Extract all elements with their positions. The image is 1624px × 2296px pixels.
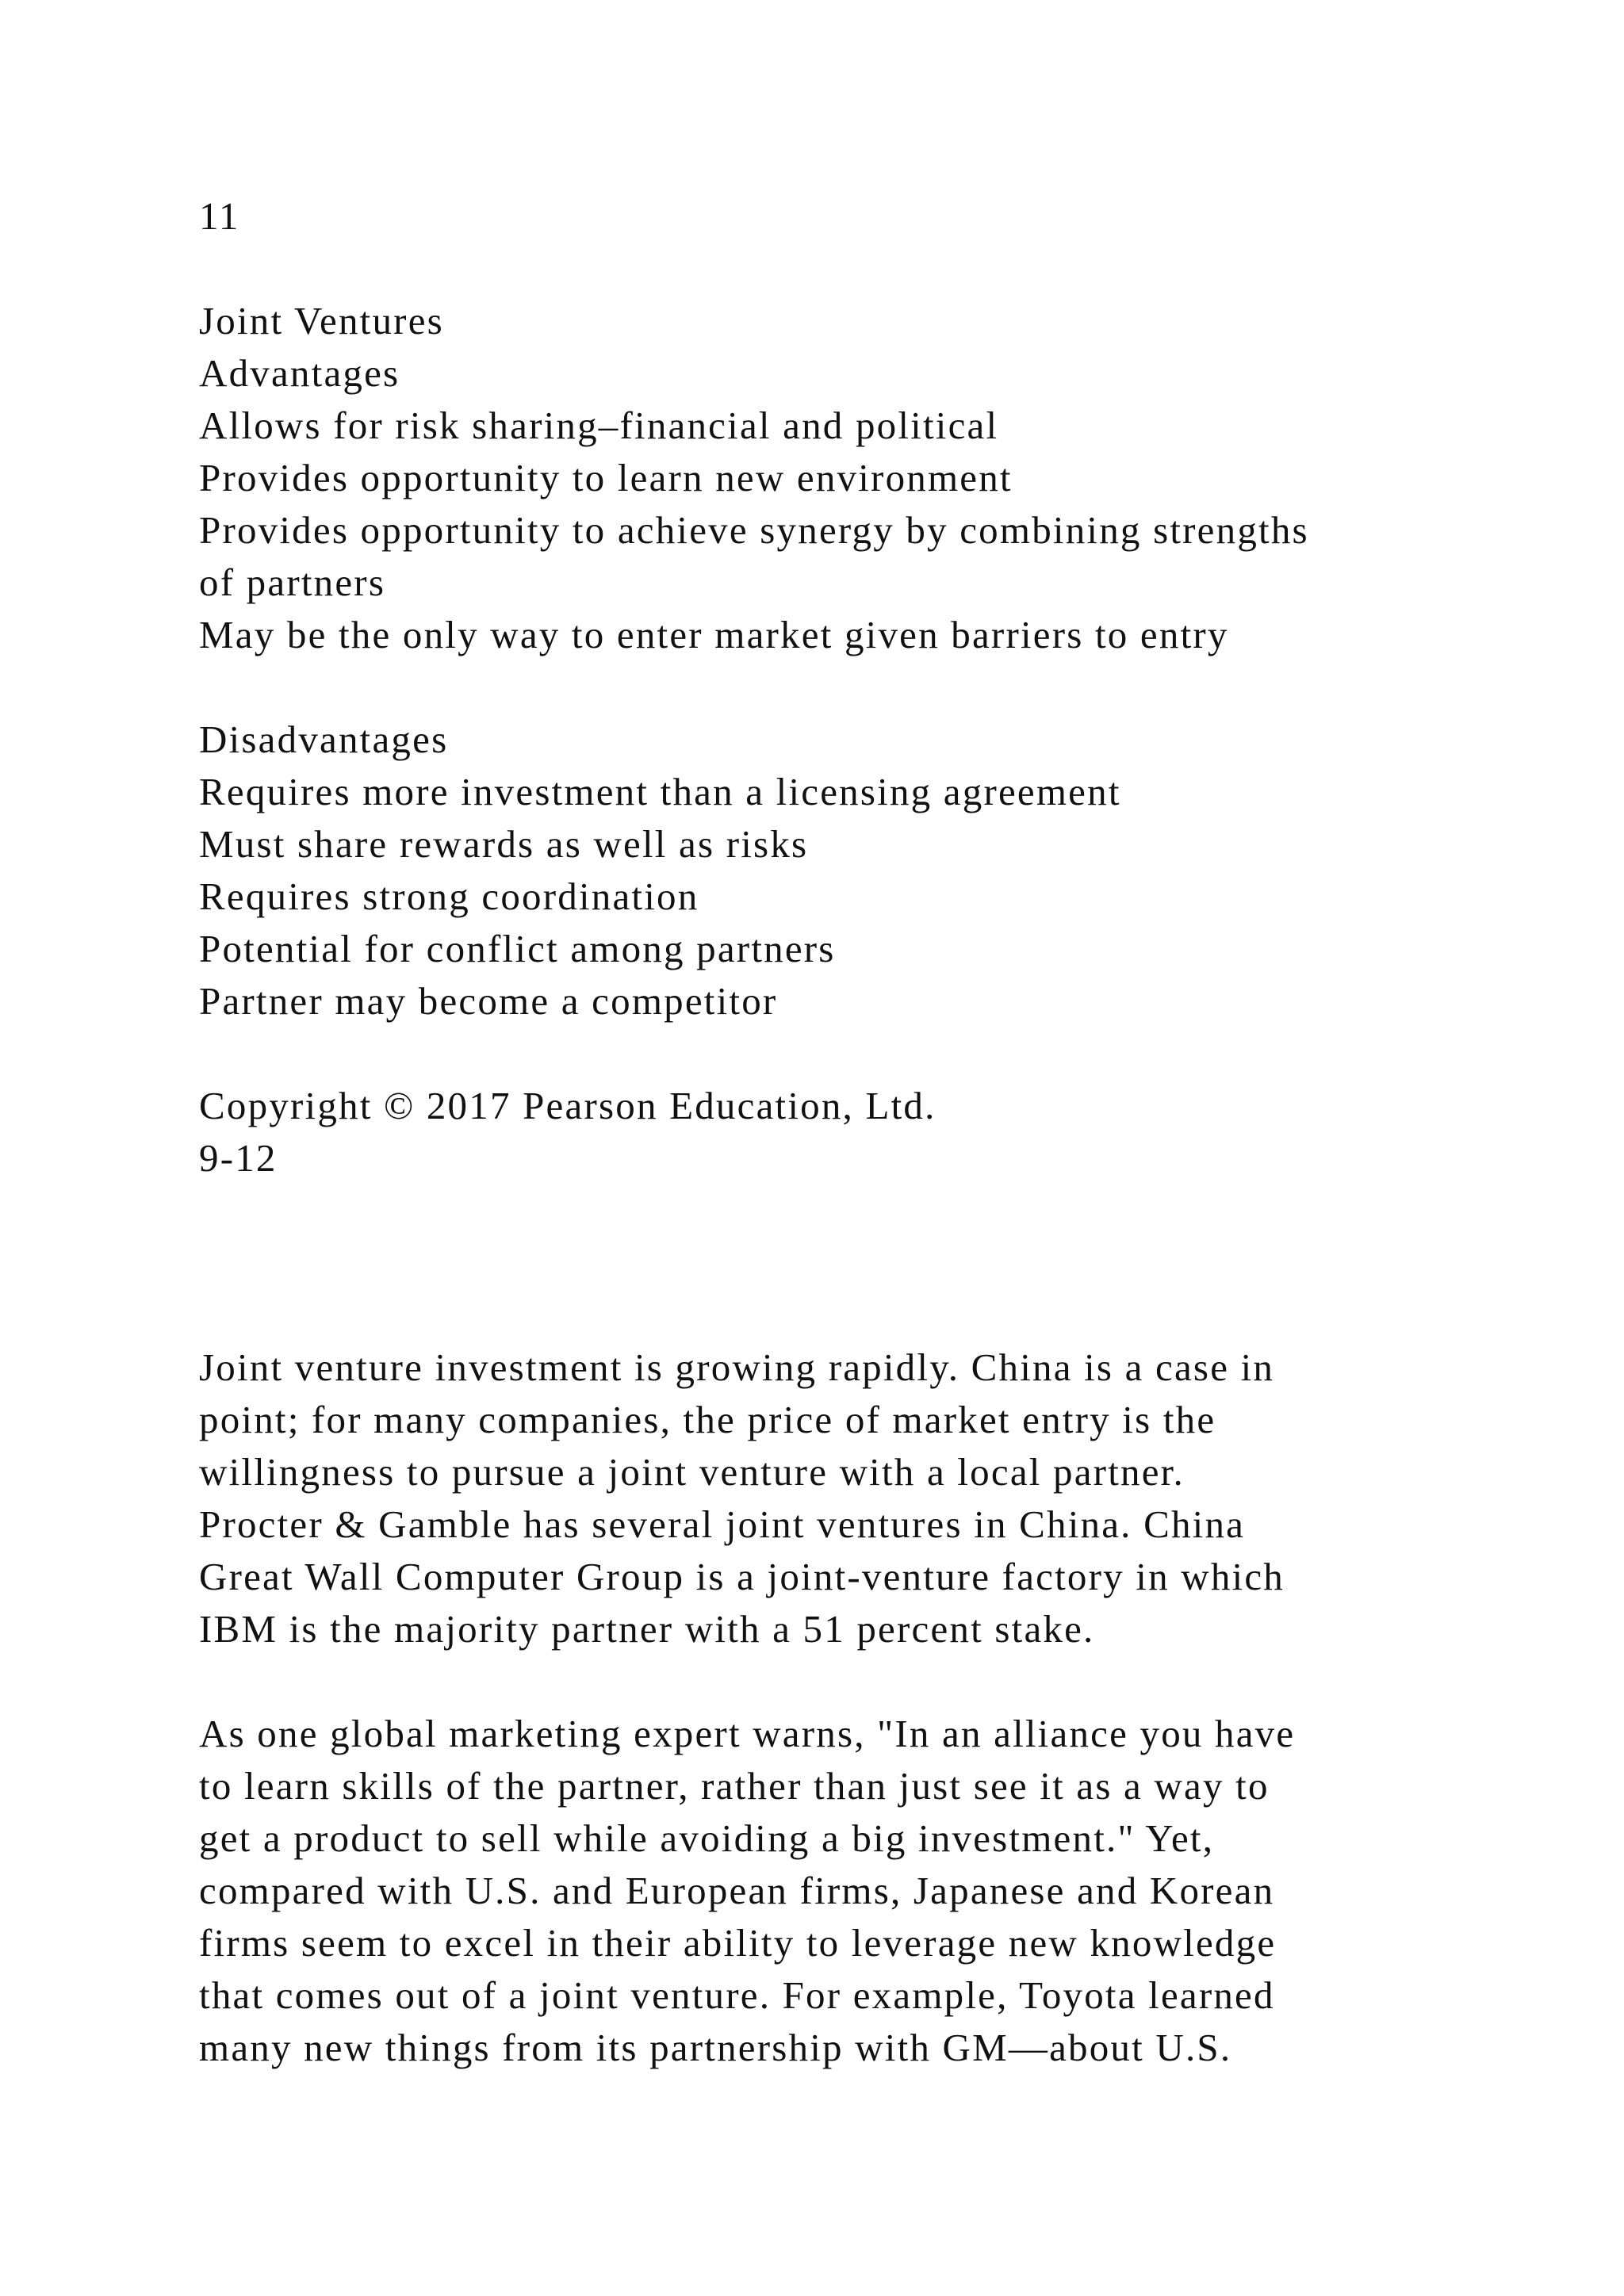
advantage-item: Provides opportunity to achieve synergy by combining strengths (199, 508, 1309, 552)
disadvantage-item: Requires more investment than a licensing agreement (199, 770, 1121, 813)
spacer (199, 661, 1507, 714)
notes-line: Great Wall Computer Group is a joint-venture factory in which (199, 1555, 1285, 1598)
spacer (199, 1027, 1507, 1080)
document-page (199, 190, 1507, 2074)
notes-line: Joint venture investment is growing rapidly. China is a case in (199, 1345, 1275, 1389)
spacer (199, 243, 1507, 295)
notes-line: willingness to pursue a joint venture with a local partner. (199, 1450, 1185, 1494)
copyright-text: Copyright © 2017 Pearson Education, Ltd. (199, 1084, 936, 1127)
advantages-heading: Advantages (199, 351, 400, 395)
disadvantages-heading: Disadvantages (199, 718, 449, 761)
notes-line: to learn skills of the partner, rather than just see it as a way to (199, 1764, 1270, 1808)
disadvantage-item: Requires strong coordination (199, 874, 699, 918)
notes-line: get a product to sell while avoiding a big investment." Yet, (199, 1816, 1215, 1860)
notes-line: IBM is the majority partner with a 51 percent stake. (199, 1607, 1095, 1651)
advantage-item: Provides opportunity to learn new environment (199, 456, 1013, 499)
notes-line: many new things from its partnership with GM—about U.S. (199, 2026, 1232, 2069)
notes-line: compared with U.S. and European firms, Japanese and Korean (199, 1869, 1275, 1912)
advantage-item: May be the only way to enter market given barriers to entry (199, 613, 1229, 656)
spacer (199, 1184, 1507, 1341)
advantage-item: Allows for risk sharing–financial and political (199, 404, 999, 447)
disadvantage-item: Potential for conflict among partners (199, 927, 836, 970)
page-number: 11 (199, 194, 240, 238)
disadvantage-item: Must share rewards as well as risks (199, 822, 809, 866)
notes-line: point; for many companies, the price of market entry is the (199, 1398, 1216, 1441)
notes-line: As one global marketing expert warns, "In an alliance you have (199, 1712, 1296, 1755)
spacer (199, 1655, 1507, 1708)
slide-title: Joint Ventures (199, 299, 444, 342)
notes-line: Procter & Gamble has several joint ventures in China. China (199, 1502, 1246, 1546)
slide-id: 9-12 (199, 1136, 278, 1180)
disadvantage-item: Partner may become a competitor (199, 979, 778, 1023)
advantage-item: of partners (199, 561, 386, 604)
notes-line: that comes out of a joint venture. For example, Toyota learned (199, 1973, 1275, 2017)
notes-line: firms seem to excel in their ability to leverage new knowledge (199, 1921, 1277, 1965)
